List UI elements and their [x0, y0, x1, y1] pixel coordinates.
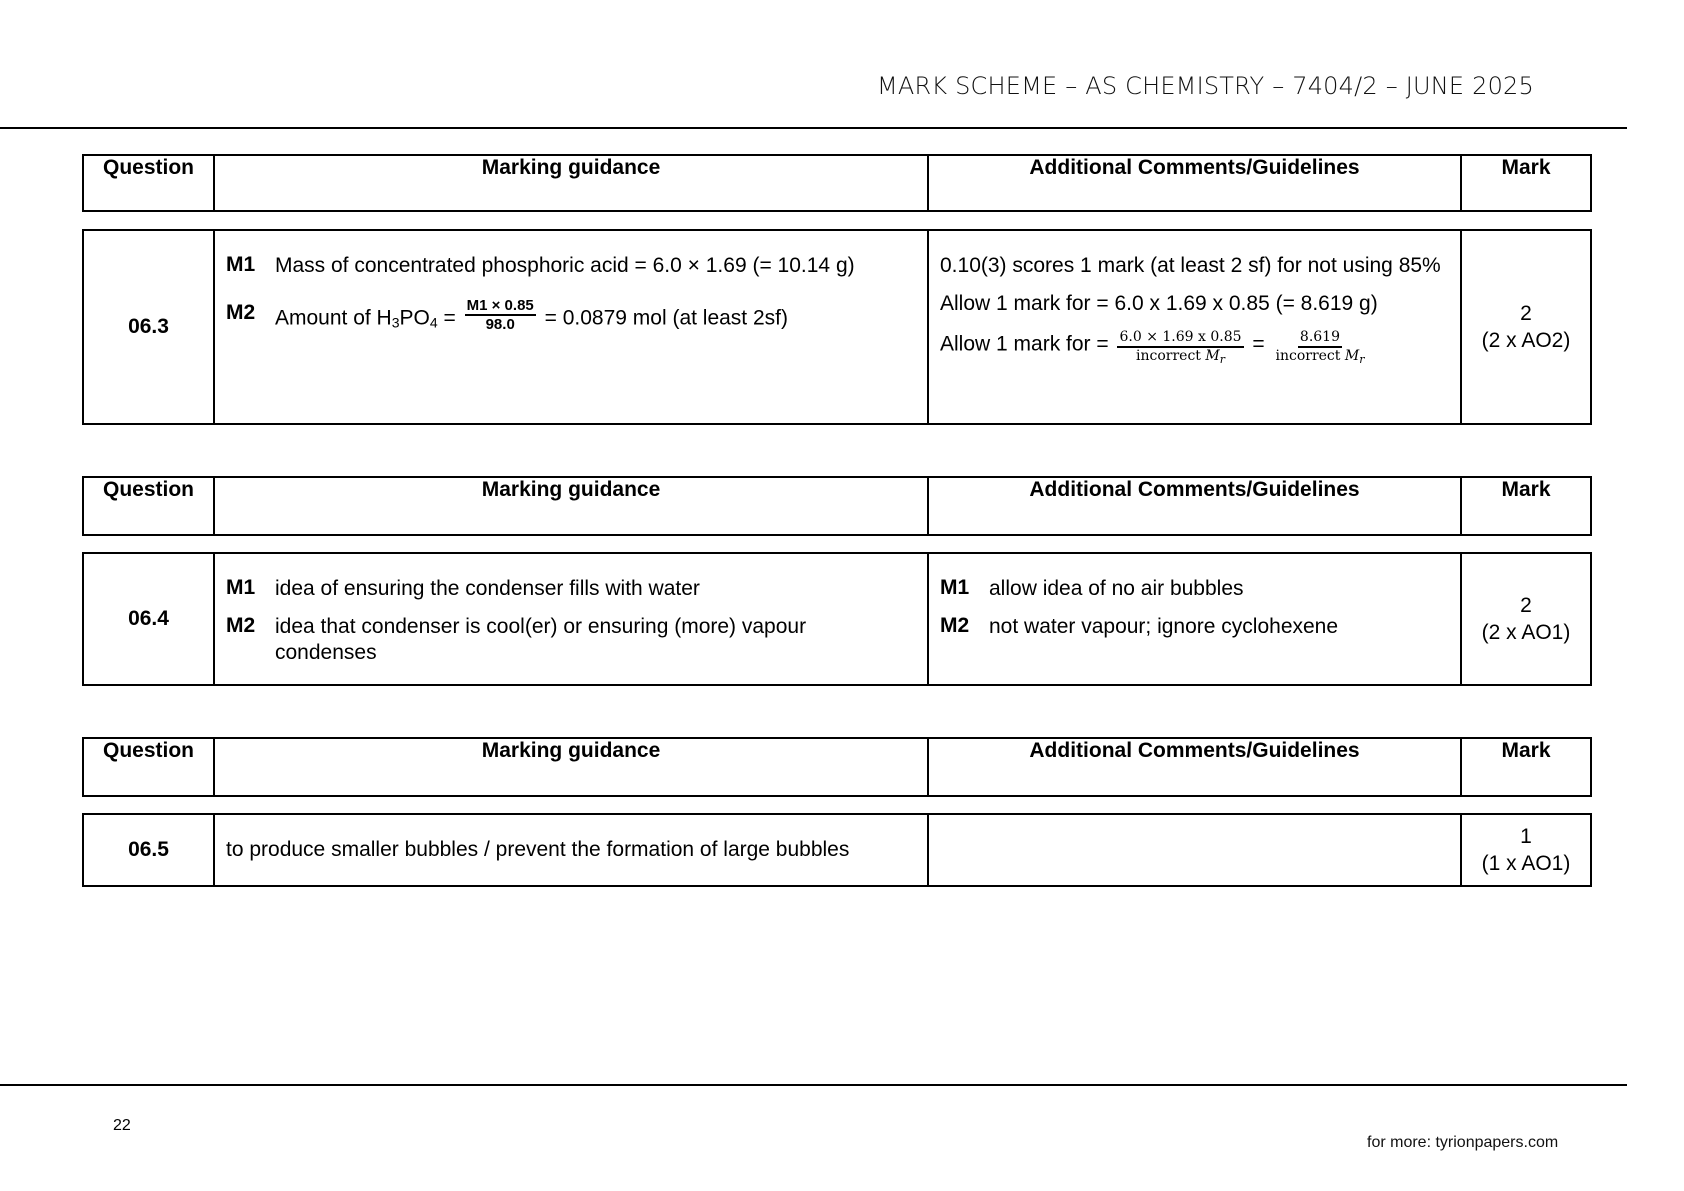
formula-subscript: 3: [391, 314, 400, 331]
header-table-06-5: [82, 737, 1592, 797]
column-header-comments: Additional Comments/Guidelines: [928, 477, 1461, 535]
formula-equals: =: [437, 306, 456, 330]
comments-cell: [928, 230, 1461, 424]
question-number: 06.3: [83, 230, 214, 424]
assessment-objective: (1 x AO1): [1481, 852, 1571, 875]
question-number: 06.5: [83, 814, 214, 886]
column-header-question: Question: [83, 738, 214, 796]
comments-cell: [928, 553, 1461, 685]
comment-point-text: not water vapour; ignore cyclohexene: [989, 615, 1339, 638]
marking-guidance-cell: [214, 230, 928, 424]
column-header-marking-guidance: Marking guidance: [214, 477, 928, 535]
fraction-denominator: 98.0: [485, 316, 515, 333]
page-header-title: MARK SCHEME – AS CHEMISTRY – 7404/2 – JUNE 2025: [876, 72, 1534, 100]
table-row: [83, 814, 1591, 886]
footer-rule: [0, 1084, 1627, 1086]
assessment-objective: (2 x AO2): [1481, 329, 1571, 352]
guidance-line-m1: [226, 576, 915, 602]
page-number: 22: [113, 1117, 131, 1134]
comment-prefix: Allow 1 mark for =: [940, 332, 1109, 356]
marking-point-text: idea that condenser is cool(er) or ensuring (more) vapour condenses: [275, 615, 807, 664]
marking-guidance-cell: [214, 814, 928, 886]
comments-cell: [928, 814, 1461, 886]
question-table-06-4: [82, 552, 1592, 686]
formula-result: = 0.0879 mol (at least 2sf): [544, 306, 788, 330]
comment-line-m1: [940, 576, 1448, 602]
comment-line-m2: [940, 614, 1448, 640]
formula-mid: PO: [399, 306, 430, 330]
header-rule: [0, 127, 1627, 129]
fraction-numerator: M1 × 0.85: [466, 297, 534, 314]
comment-text: 0.10(3) scores 1 mark (at least 2 sf) for not using 85%: [940, 254, 1441, 277]
fraction: [465, 297, 536, 333]
mark-value: 2: [1520, 302, 1532, 325]
comment-text: Allow 1 mark for = 6.0 x 1.69 x 0.85 (= 8.619 g): [940, 292, 1378, 315]
column-header-comments: Additional Comments/Guidelines: [928, 738, 1461, 796]
mark-value: 1: [1520, 825, 1532, 848]
mark-cell: [1461, 814, 1591, 886]
marking-point-text: idea of ensuring the condenser fills with water: [275, 577, 700, 600]
mark-cell: [1461, 553, 1591, 685]
header-table-06-3: [82, 154, 1592, 212]
question-table-06-3: [82, 229, 1592, 425]
fraction-numerator: 8.619: [1298, 329, 1342, 348]
column-header-question: Question: [83, 155, 214, 211]
fraction-denominator: incorrect $M_r$: [1136, 348, 1225, 366]
question-table-06-5: [82, 813, 1592, 887]
guidance-line-m1: [226, 253, 915, 279]
table-row: [83, 553, 1591, 685]
table-row: [83, 230, 1591, 424]
guidance-line-m2: [226, 614, 915, 666]
marking-point-label: M2: [226, 614, 256, 637]
mark-value: 2: [1520, 594, 1532, 617]
formula-prefix: Amount of H: [275, 306, 392, 330]
guidance-line-m2: [226, 299, 915, 337]
comment-equals: =: [1252, 332, 1265, 356]
column-header-comments: Additional Comments/Guidelines: [928, 155, 1461, 211]
column-header-mark: Mark: [1461, 477, 1591, 535]
column-header-question: Question: [83, 477, 214, 535]
comment-fraction-line: [940, 327, 1448, 366]
comment-point-label: M1: [940, 576, 970, 599]
marking-point-label: M1: [226, 576, 256, 599]
column-header-mark: Mark: [1461, 155, 1591, 211]
mark-cell: [1461, 230, 1591, 424]
question-number: 06.4: [83, 553, 214, 685]
column-header-marking-guidance: Marking guidance: [214, 155, 928, 211]
marking-point-label: M1: [226, 253, 256, 276]
fraction-denominator: incorrect $M_r$: [1275, 348, 1365, 366]
header-table-06-4: [82, 476, 1592, 536]
marking-guidance-text: to produce smaller bubbles / prevent the formation of large bubbles: [226, 838, 850, 861]
marking-point-label: M2: [226, 301, 256, 324]
footer-link[interactable]: for more: tyrionpapers.com: [1367, 1134, 1559, 1151]
column-header-mark: Mark: [1461, 738, 1591, 796]
column-header-marking-guidance: Marking guidance: [214, 738, 928, 796]
marking-guidance-cell: [214, 553, 928, 685]
comment-point-text: allow idea of no air bubbles: [989, 577, 1244, 600]
comment-point-label: M2: [940, 614, 970, 637]
formula-subscript: 4: [429, 314, 438, 331]
assessment-objective: (2 x AO1): [1481, 621, 1571, 644]
marking-point-text: [275, 299, 915, 337]
fraction: [1273, 329, 1366, 365]
fraction-numerator: 6.0 × 1.69 x 0.85: [1117, 329, 1243, 348]
fraction: [1117, 329, 1243, 365]
marking-point-text: Mass of concentrated phosphoric acid = 6.0 × 1.69 (= 10.14 g): [275, 254, 855, 277]
